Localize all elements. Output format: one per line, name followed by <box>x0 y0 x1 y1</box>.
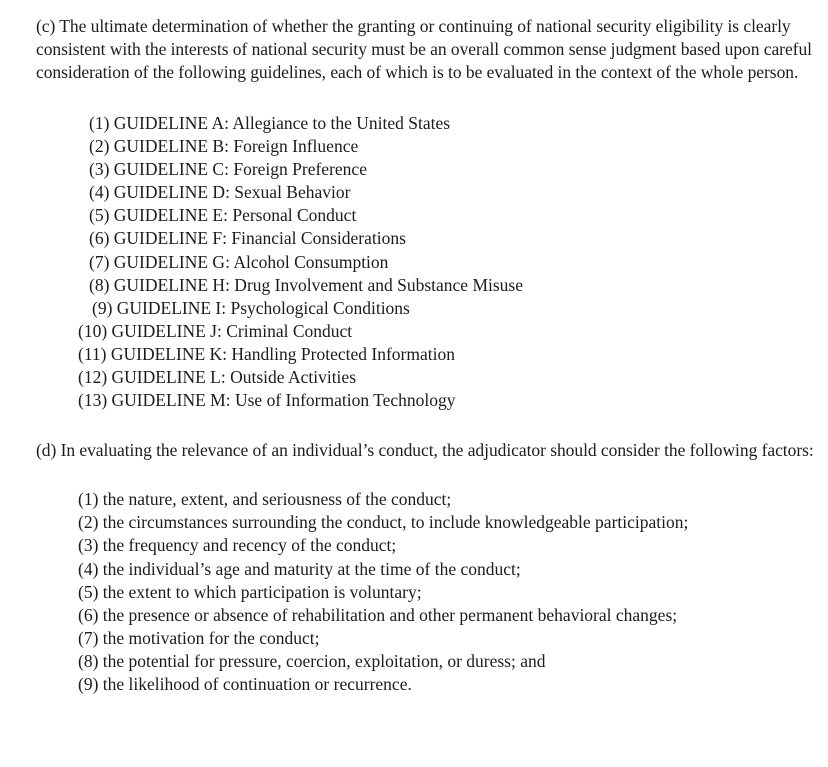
guideline-item-g: (7) GUIDELINE G: Alcohol Consumption <box>89 251 389 272</box>
guideline-item-l: (12) GUIDELINE L: Outside Activities <box>78 367 357 388</box>
factor-item-6: (6) the presence or absence of rehabilitation and other permanent behavioral changes; <box>78 604 678 625</box>
guideline-item-e: (5) GUIDELINE E: Personal Conduct <box>89 205 357 226</box>
paragraph-d: (d) In evaluating the relevance of an individual’s conduct, the adjudicator should consider the following factors: <box>36 440 814 461</box>
factor-item-9: (9) the likelihood of continuation or recurrence. <box>78 673 412 694</box>
factors-list <box>78 488 818 696</box>
factor-item-2: (2) the circumstances surrounding the conduct, to include knowledgeable participation; <box>78 512 689 533</box>
factor-item-8: (8) the potential for pressure, coercion, exploitation, or duress; and <box>78 650 546 671</box>
factor-item-1: (1) the nature, extent, and seriousness of the conduct; <box>78 489 452 510</box>
guideline-item-b: (2) GUIDELINE B: Foreign Influence <box>89 136 359 157</box>
guideline-item-j: (10) GUIDELINE J: Criminal Conduct <box>78 320 353 341</box>
paragraph-c: (c) The ultimate determination of whether the granting or continuing of national security eligibility is clearly consistent with the interests of national security must be an overall common sense judgment based upon careful consideration of the following guidelines, each of which is to be evaluated in the context of the whole person. <box>36 16 812 82</box>
guideline-item-i: (9) GUIDELINE I: Psychological Conditions <box>92 297 410 318</box>
factor-item-4: (4) the individual’s age and maturity at the time of the conduct; <box>78 558 521 579</box>
guideline-item-d: (4) GUIDELINE D: Sexual Behavior <box>89 182 351 203</box>
factor-item-5: (5) the extent to which participation is voluntary; <box>78 581 422 602</box>
guideline-item-k: (11) GUIDELINE K: Handling Protected Information <box>78 343 455 364</box>
guideline-item-h: (8) GUIDELINE H: Drug Involvement and Substance Misuse <box>89 274 524 295</box>
factor-item-7: (7) the motivation for the conduct; <box>78 627 320 648</box>
guideline-item-m: (13) GUIDELINE M: Use of Information Technology <box>78 390 456 411</box>
guideline-item-f: (6) GUIDELINE F: Financial Considerations <box>89 228 406 249</box>
guidelines-list <box>78 112 818 412</box>
guideline-item-c: (3) GUIDELINE C: Foreign Preference <box>89 159 367 180</box>
guideline-item-a: (1) GUIDELINE A: Allegiance to the United States <box>89 113 451 133</box>
factor-item-3: (3) the frequency and recency of the conduct; <box>78 535 397 556</box>
